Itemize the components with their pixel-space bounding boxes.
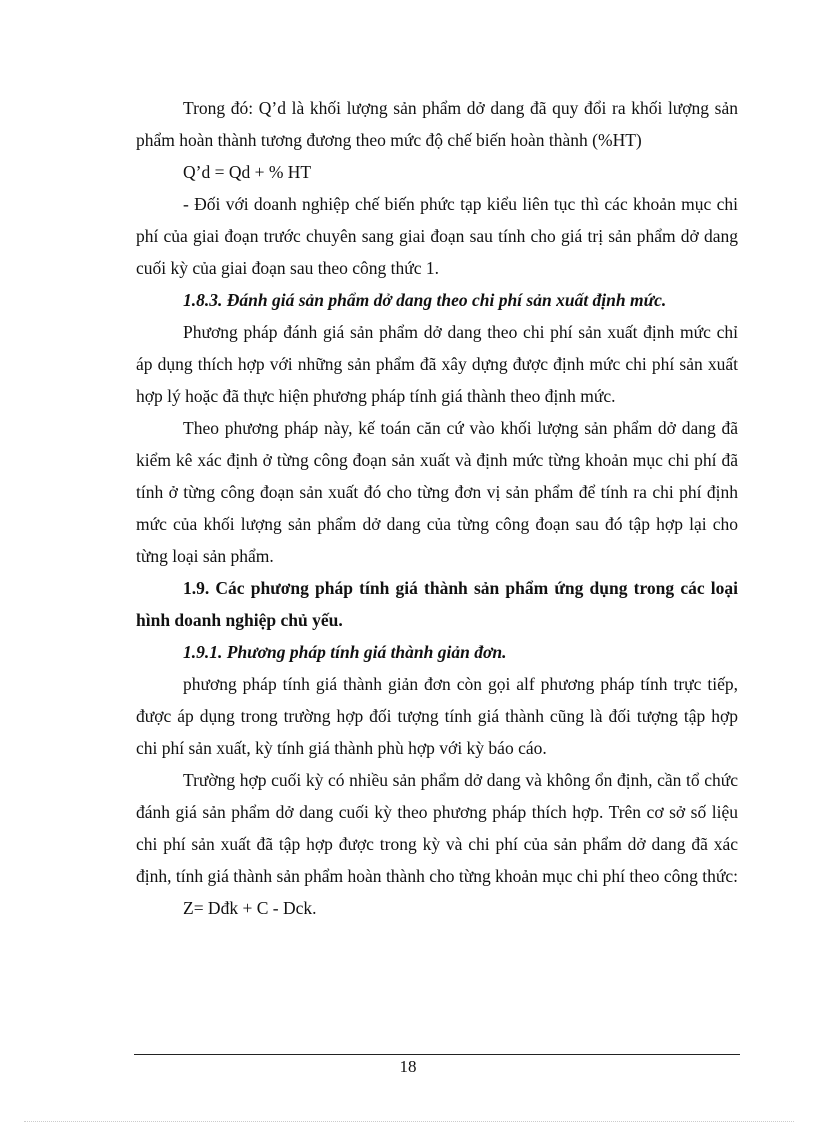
paragraph-end-of-period: Trường hợp cuối kỳ có nhiều sản phẩm dở dang và không ổn định, cần tổ chức đánh giá sản phẩm dở dang cuối kỳ theo phương pháp thích hợp. Trên cơ sở số liệu chi phí sản xuất đã tập hợp được trong kỳ và chi phí của sản phẩm dở dang đã xác định, tính giá thành sản phẩm hoàn thành cho từng khoản mục chi phí theo công thức: xyxy=(136,770,738,886)
formula-converted-quantity: Q’d = Qd + % HT xyxy=(183,162,312,182)
paragraph-simple-costing: phương pháp tính giá thành giản đơn còn gọi alf phương pháp tính trực tiếp, được áp dụng trong trường hợp đối tượng tính giá thành cũng là đối tượng tập hợp chi phí sản xuất, kỳ tính giá thành phù hợp với kỳ báo cáo. xyxy=(136,674,738,758)
paragraph-definition: Trong đó: Q’d là khối lượng sản phẩm dở dang đã quy đổi ra khối lượng sản phẩm hoàn thành tương đương theo mức độ chế biến hoàn thành (%HT) xyxy=(136,98,738,150)
heading-1-9-1: 1.9.1. Phương pháp tính giá thành giản đơn. xyxy=(183,642,507,662)
page-number: 18 xyxy=(399,1057,417,1076)
document-body xyxy=(136,92,738,924)
paragraph-standard-cost-method: Phương pháp đánh giá sản phẩm dở dang theo chi phí sản xuất định mức chỉ áp dụng thích hợp với những sản phẩm đã xây dựng được định mức chi phí sản xuất hợp lý hoặc đã thực hiện phương pháp tính giá thành theo định mức. xyxy=(136,322,738,406)
page-bottom-border xyxy=(24,1121,794,1122)
paragraph-continuous-process: - Đối với doanh nghiệp chế biến phức tạp kiểu liên tục thì các khoản mục chi phí của giai đoạn trước chuyên sang giai đoạn sau tính cho giá trị sản phẩm dở dang cuối kỳ của giai đoạn sau theo công thức 1. xyxy=(136,194,738,278)
heading-1-9: 1.9. Các phương pháp tính giá thành sản phẩm ứng dụng trong các loại hình doanh nghiệp chủ yếu. xyxy=(136,578,738,630)
heading-1-8-3: 1.8.3. Đánh giá sản phẩm dở dang theo chi phí sản xuất định mức. xyxy=(183,290,667,310)
formula-total-cost: Z= Dđk + C - Dck. xyxy=(183,898,317,918)
paragraph-method-procedure: Theo phương pháp này, kế toán căn cứ vào khối lượng sản phẩm dở dang đã kiểm kê xác định ở từng công đoạn sản xuất và định mức từng khoản mục chi phí đã tính ở từng công đoạn sản xuất đó cho từng đơn vị sản phẩm để tính ra chi phí định mức của khối lượng sản phẩm dở dang của từng công đoạn sau đó tập hợp lại cho từng loại sản phẩm. xyxy=(136,418,738,566)
